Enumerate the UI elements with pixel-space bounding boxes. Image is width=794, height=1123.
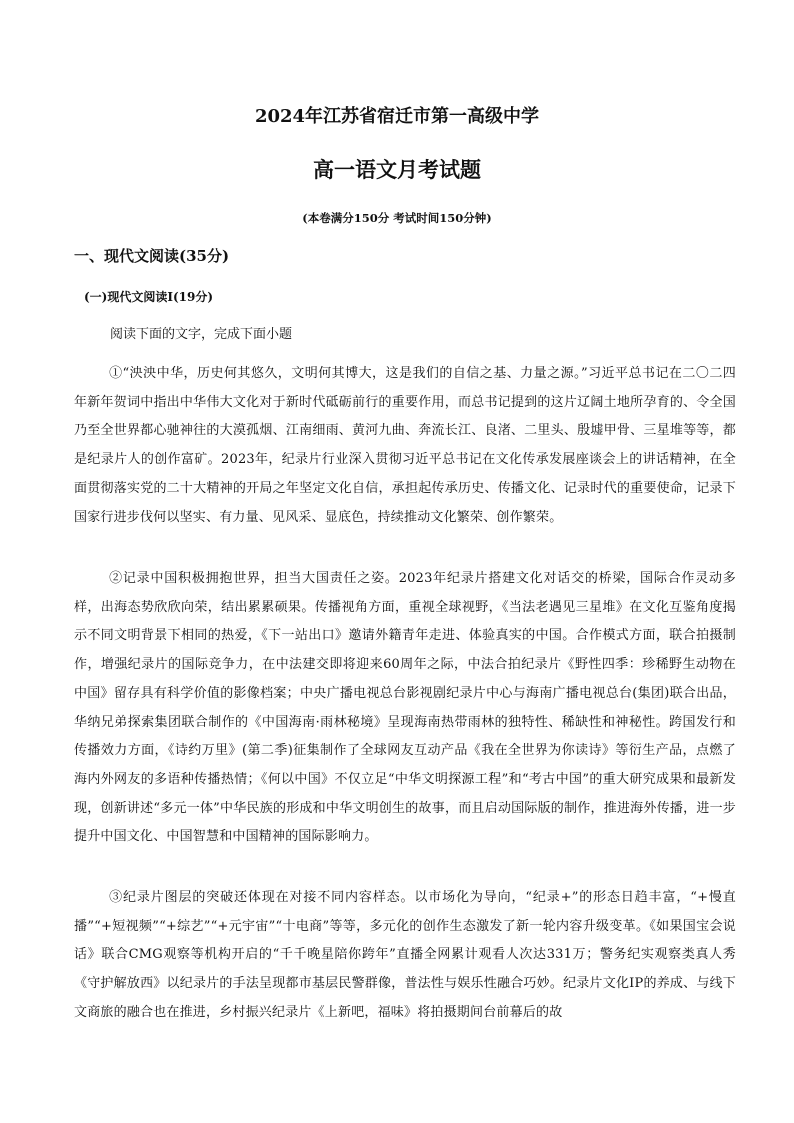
exam-info: (本卷满分150分 考试时间150分钟)	[302, 211, 492, 225]
school-title: 2024年江苏省宿迁市第一高级中学	[254, 106, 540, 127]
exam-title: 高一语文月考试题	[313, 157, 481, 182]
paragraph-1: ①“泱泱中华，历史何其悠久，文明何其博大，这是我们的自信之基、力量之源。”习近平总书记在二〇二四年新年贺词中指出中华伟大文化对于新时代砥砺前行的重要作用，而总书记提到的这片辽阔土地所孕育的、令全国乃至全世界都心驰神往的大漠孤烟、江南细雨、黄河九曲、奔流长江、良渚、二里头、殷墟甲骨、三星堆等等，都是纪录片人的创作富矿。2023年，纪录片行业深入贯彻习近平总书记在文化传承发展座谈会上的讲话精神，在全面贯彻落实党的二十大精神的开局之年坚定文化自信，承担起传承历史、传播文化、记录时代的重要使命，记录下国家行进步伐何以坚实、有力量、见风采、显底色，持续推动文化繁荣、创作繁荣。	[74, 366, 736, 525]
paragraph-2: ②记录中国积极拥抱世界，担当大国责任之姿。2023年纪录片搭建文化对话交的桥梁，国际合作灵动多样，出海态势欣欣向荣，结出累累硕果。传播视角方面，重视全球视野，《当法老遇见三星堆》在文化互鉴角度揭示不同文明背景下相同的热爱，《下一站出口》邀请外籍青年走进、体验真实的中国。合作模式方面，联合拍摄制作，增强纪录片的国际竞争力，在中法建交即将迎来60周年之际，中法合拍纪录片《野性四季：珍稀野生动物在中国》留存具有科学价值的影像档案；中央广播电视总台影视剧纪录片中心与海南广播电视总台(集团)联合出品，华纳兄弟探索集团联合制作的《中国海南·雨林秘境》呈现海南热带雨林的独特性、稀缺性和神秘性。跨国发行和传播效力方面，《诗约万里》(第二季)征集制作了全球网友互动产品《我在全世界为你读诗》等衍生产品，点燃了海内外网友的多语种传播热情；《何以中国》不仅立足“中华文明探源工程”和“考古中国”的重大研究成果和最新发现，创新讲述“多元一体”中华民族的形成和中华文明创生的故事，而且启动国际版的制作，推进海外传播，进一步提升中国文化、中国智慧和中国精神的国际影响力。	[74, 571, 736, 845]
section-heading: 一、现代文阅读(35分)	[74, 247, 230, 265]
reading-instruction: 阅读下面的文字，完成下面小题	[110, 327, 293, 342]
sub-heading: (一)现代文阅读I(19分)	[84, 290, 214, 304]
paragraph-3: ③纪录片图层的突破还体现在对接不同内容样态。以市场化为导向，“纪录+”的形态日趋丰富，“+慢直播”“+短视频”“+综艺”“+元宇宙”“十电商”等等，多元化的创作生态激发了新一轮内容升级变革。《如果国宝会说话》联合CMG观察等机构开启的“千千晚星陪你跨年”直播全网累计观看人次达331万；警务纪实观察类真人秀《守护解放西》以纪录片的手法呈现都市基层民警群像，普法性与娱乐性融合巧妙。纪录片文化IP的养成、与线下文商旅的融合也在推进，乡村振兴纪录片《上新吧，福味》将拍摄期间台前幕后的故	[74, 890, 736, 1020]
